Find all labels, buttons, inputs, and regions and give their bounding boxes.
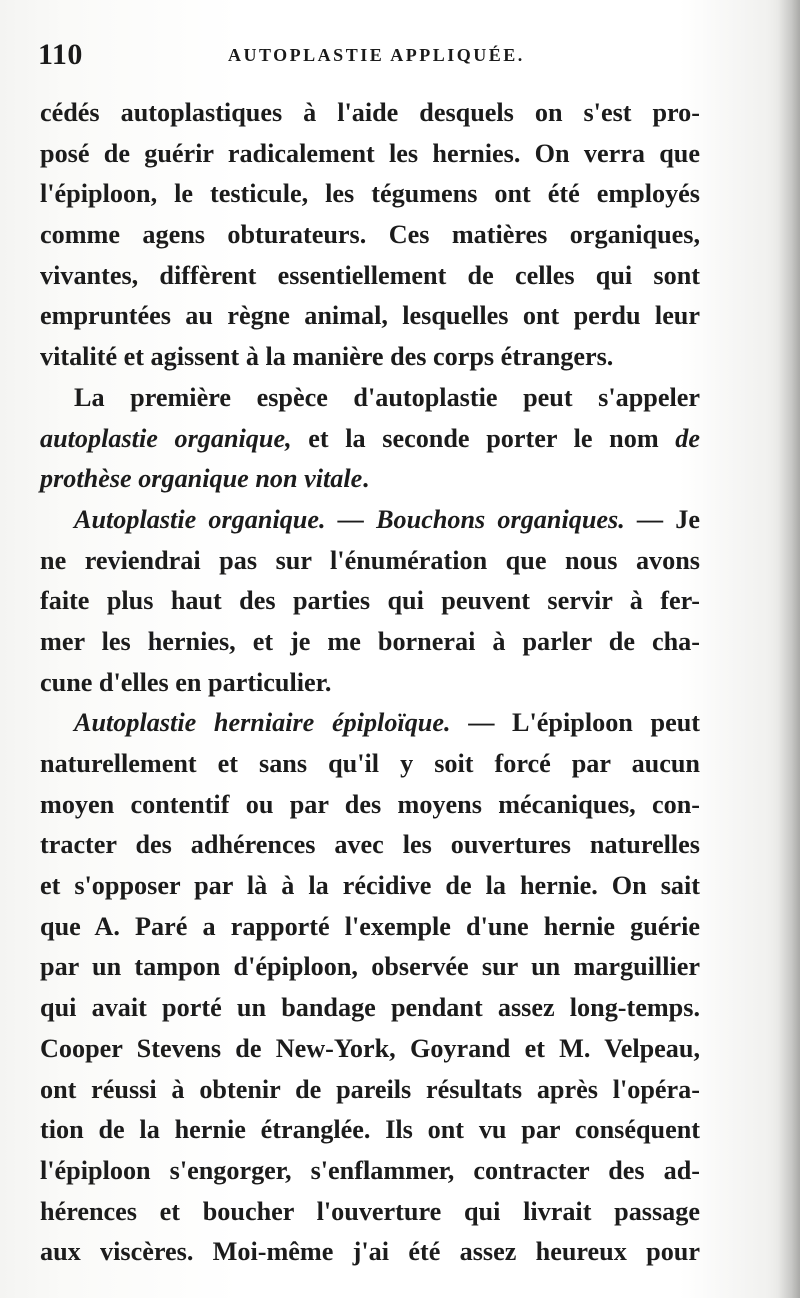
text-line bbox=[40, 785, 700, 826]
text-span: vitalité et agissent à la manière des corps étrangers. bbox=[40, 342, 614, 372]
text-line bbox=[40, 337, 700, 378]
text-line bbox=[40, 174, 700, 215]
text-line bbox=[40, 419, 700, 460]
text-line bbox=[40, 581, 700, 622]
text-line bbox=[40, 866, 700, 907]
text-line bbox=[40, 947, 700, 988]
text-span: naturellement et sans qu'il y soit forcé par aucun bbox=[40, 749, 700, 778]
text-line bbox=[40, 703, 700, 744]
text-line bbox=[40, 500, 700, 541]
text-span: tracter des adhérences avec les ouvertures naturelles bbox=[40, 830, 700, 860]
text-line bbox=[40, 907, 700, 948]
text-line bbox=[40, 134, 700, 175]
text-line bbox=[40, 1110, 700, 1151]
text-span: et s'opposer par là à la récidive de la hernie. On sait bbox=[40, 871, 700, 901]
text-span: par un tampon d'épiploon, observée sur un marguillier bbox=[40, 952, 700, 982]
text-line bbox=[40, 1029, 700, 1070]
text-span: empruntées au règne animal, lesquelles ont perdu leur bbox=[40, 301, 700, 331]
text-line bbox=[40, 1151, 700, 1192]
text-span: cune d'elles en particulier. bbox=[40, 667, 332, 697]
body-text bbox=[40, 93, 700, 1273]
text-span: comme agens obturateurs. Ces matières organiques, bbox=[40, 220, 700, 250]
text-span: l'épiploon s'engorger, s'enflammer, contracter des ad- bbox=[40, 1155, 700, 1185]
text-line bbox=[40, 296, 700, 337]
text-line bbox=[40, 825, 700, 866]
text-line bbox=[40, 541, 700, 582]
text-span: qui avait porté un bandage pendant assez long-temps. bbox=[40, 993, 700, 1023]
text-span: moyen contentif ou par des moyens mécaniques, con- bbox=[40, 789, 700, 819]
italic-text: autoplastie organique, bbox=[40, 423, 292, 453]
text-line bbox=[40, 744, 700, 785]
text-span: ne reviendrai pas sur l'énumération que nous avons bbox=[40, 545, 700, 575]
text-line bbox=[40, 215, 700, 256]
italic-text: Autoplastie organique. — Bouchons organiques. bbox=[74, 504, 625, 534]
text-line bbox=[40, 1232, 700, 1273]
text-span: aux viscères. Moi-même j'ai été assez heureux pour bbox=[40, 1237, 700, 1267]
text-line bbox=[40, 1192, 700, 1233]
text-line bbox=[40, 256, 700, 297]
text-span: mer les hernies, et je me bornerai à parler de cha- bbox=[40, 626, 700, 656]
text-span: — L'épiploon peut bbox=[450, 708, 700, 738]
italic-text: Autoplastie herniaire épiploïque. bbox=[74, 708, 451, 738]
page-number: 110 bbox=[38, 38, 83, 71]
running-head: AUTOPLASTIE APPLIQUÉE. bbox=[228, 45, 525, 65]
text-span: hérences et boucher l'ouverture qui livrait passage bbox=[40, 1196, 700, 1226]
text-span: cédés autoplastiques à l'aide desquels on s'est pro- bbox=[40, 98, 700, 127]
text-span: que A. Paré a rapporté l'exemple d'une hernie guérie bbox=[40, 911, 700, 941]
text-line bbox=[40, 622, 700, 663]
text-line bbox=[40, 1070, 700, 1111]
text-span: — Je bbox=[624, 504, 700, 534]
italic-text: de bbox=[675, 423, 700, 453]
text-span: La première espèce d'autoplastie peut s'appeler bbox=[74, 382, 700, 412]
text-span: faite plus haut des parties qui peuvent servir à fer- bbox=[40, 586, 700, 616]
text-line bbox=[40, 988, 700, 1029]
text-line bbox=[40, 663, 700, 704]
text-line bbox=[40, 459, 700, 500]
text-span: et la seconde porter le nom bbox=[291, 423, 676, 453]
italic-text: prothèse organique non vitale bbox=[40, 464, 363, 494]
text-span: tion de la hernie étranglée. Ils ont vu par conséquent bbox=[40, 1115, 700, 1145]
text-line bbox=[40, 93, 700, 134]
text-span: posé de guérir radicalement les hernies. On verra que bbox=[40, 138, 700, 168]
text-span: ont réussi à obtenir de pareils résultats après l'opéra- bbox=[40, 1074, 700, 1104]
text-span: . bbox=[362, 464, 369, 494]
page-header bbox=[38, 38, 698, 78]
text-span: Cooper Stevens de New-York, Goyrand et M. Velpeau, bbox=[40, 1033, 700, 1063]
text-span: l'épiploon, le testicule, les tégumens ont été employés bbox=[40, 179, 700, 209]
text-line bbox=[40, 378, 700, 419]
text-span: vivantes, diffèrent essentiellement de celles qui sont bbox=[40, 260, 700, 290]
